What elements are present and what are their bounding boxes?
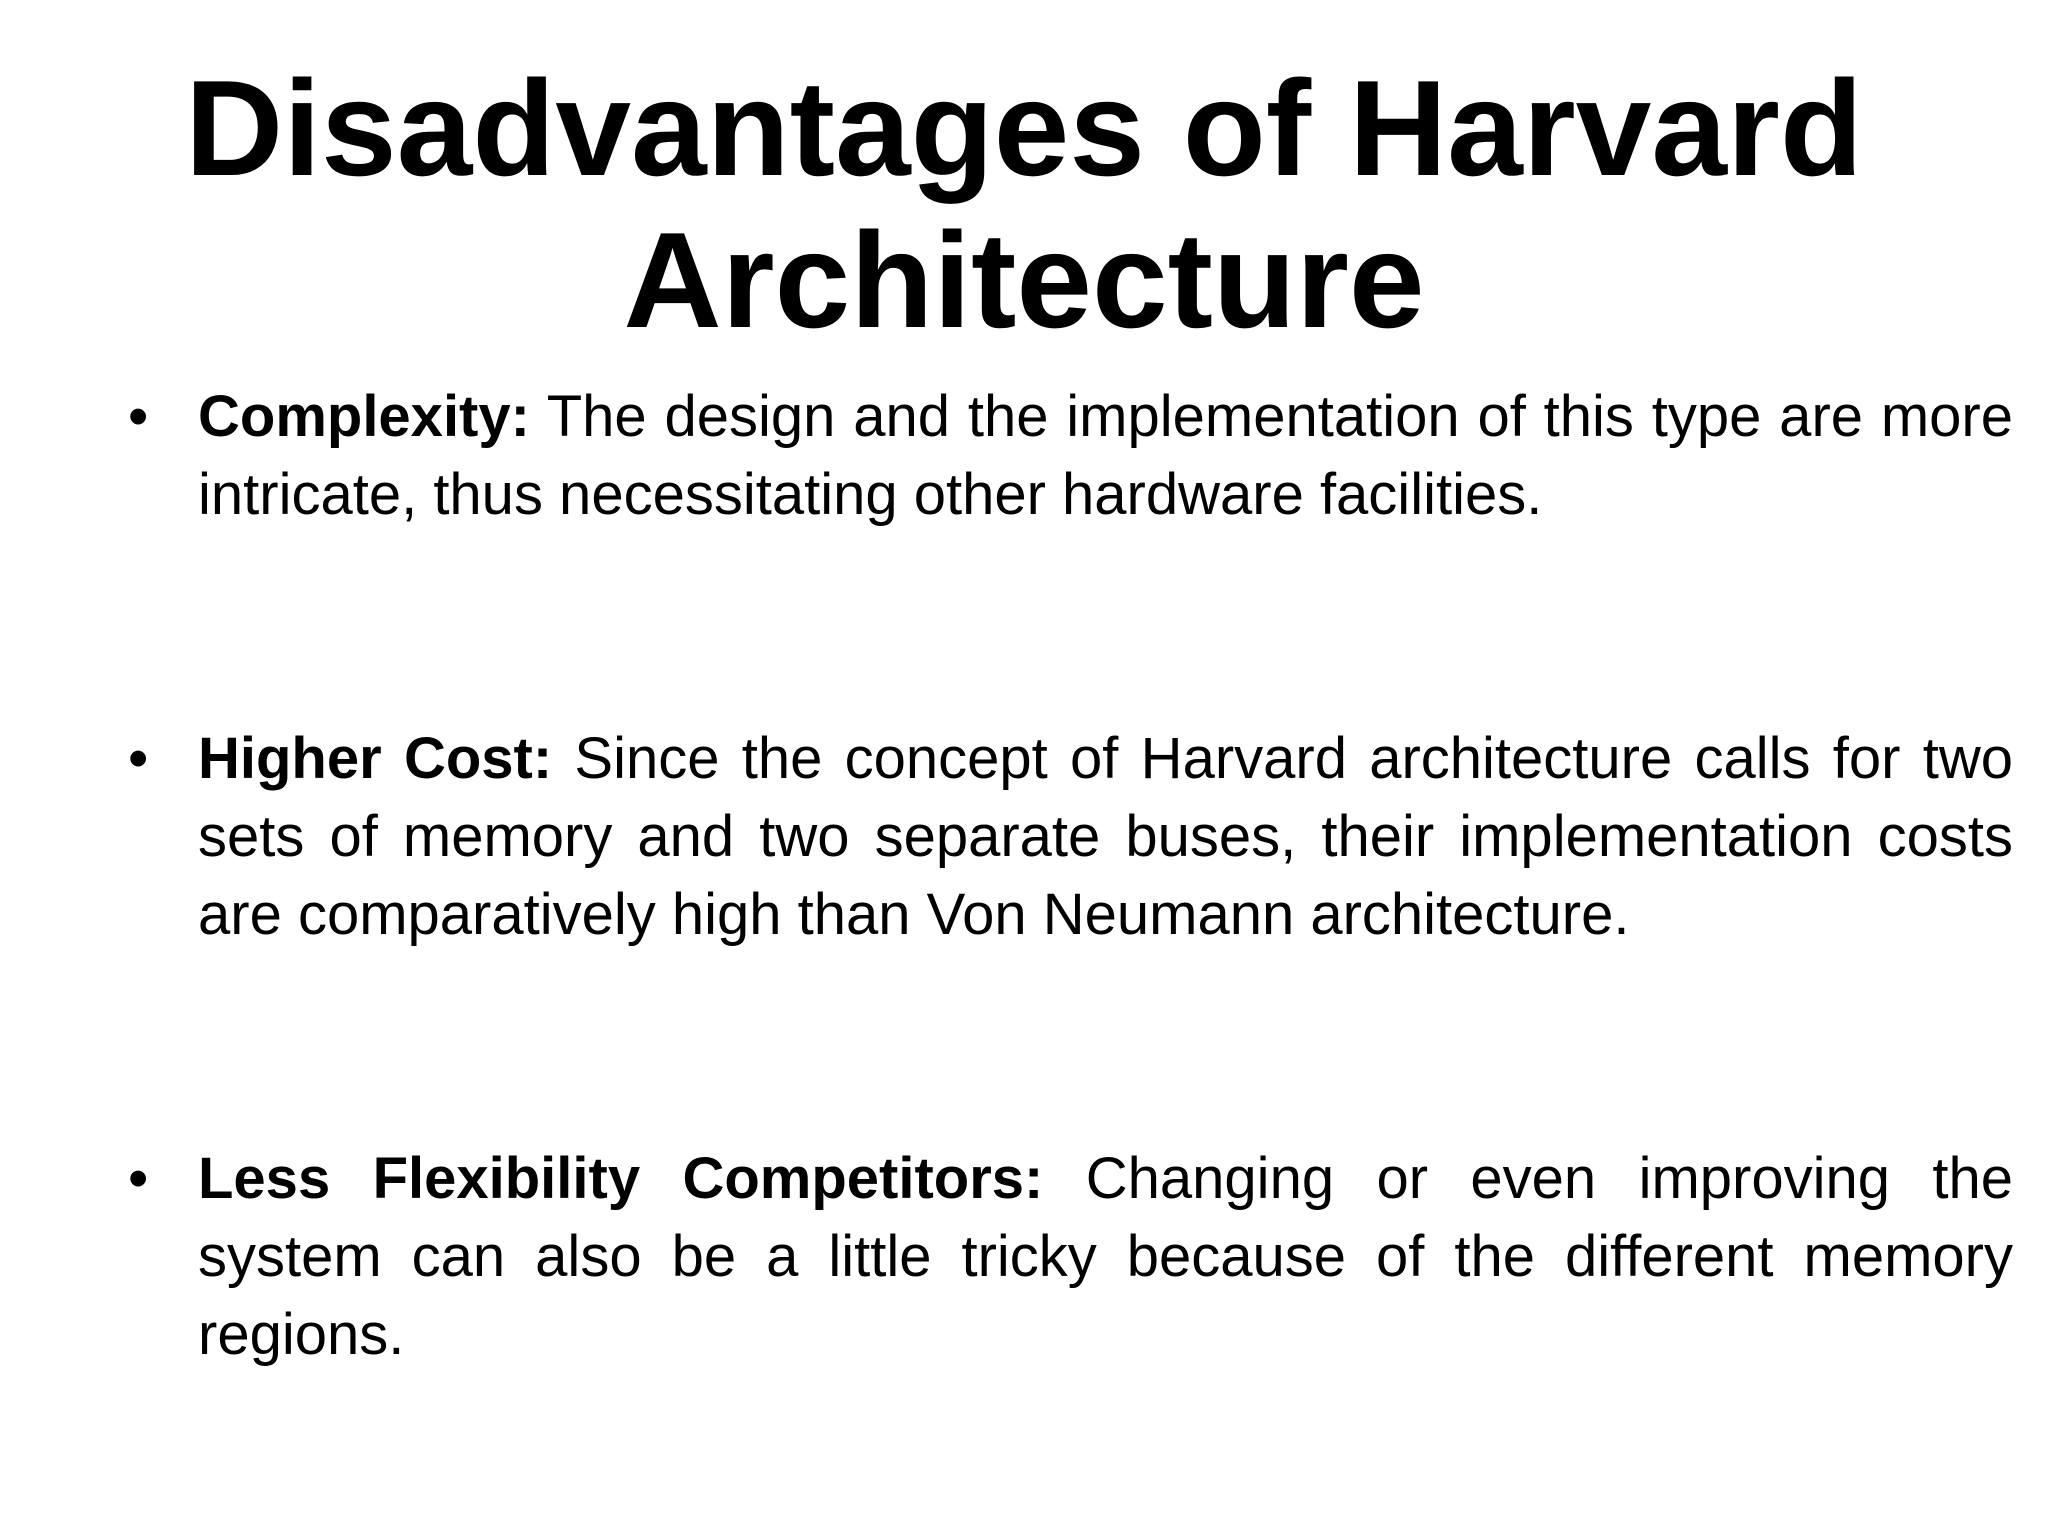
bullet-text: [198, 720, 2013, 954]
slide-title: Disadvantages of Harvard Architecture: [185, 52, 1863, 356]
bullet-term: Complexity:: [198, 384, 530, 449]
bullet-higher-cost: [128, 720, 2013, 954]
bullet-complexity: [128, 378, 2013, 534]
bullet-dot-icon: •: [128, 384, 149, 449]
bullet-body: The design and the implementation of this type are more intricate, thus necessitating other hardware facilities.: [198, 384, 2013, 527]
bullet-body: Changing or even improving the system can also be a little tricky because of the different memory regions.: [198, 1146, 2014, 1367]
bullet-text: [198, 378, 2013, 534]
bullet-term: Less Flexibility Competitors:: [198, 1146, 1044, 1211]
bullet-term: Higher Cost:: [198, 726, 553, 791]
bullet-less-flexibility: [128, 1140, 2013, 1374]
bullet-body: Since the concept of Harvard architecture calls for two sets of memory and two separate buses, their implementation costs are comparatively high than Von Neumann architecture.: [198, 726, 2013, 947]
bullet-dot-icon: •: [128, 726, 149, 791]
bullet-dot-icon: •: [128, 1146, 149, 1211]
bullet-text: [198, 1140, 2013, 1374]
